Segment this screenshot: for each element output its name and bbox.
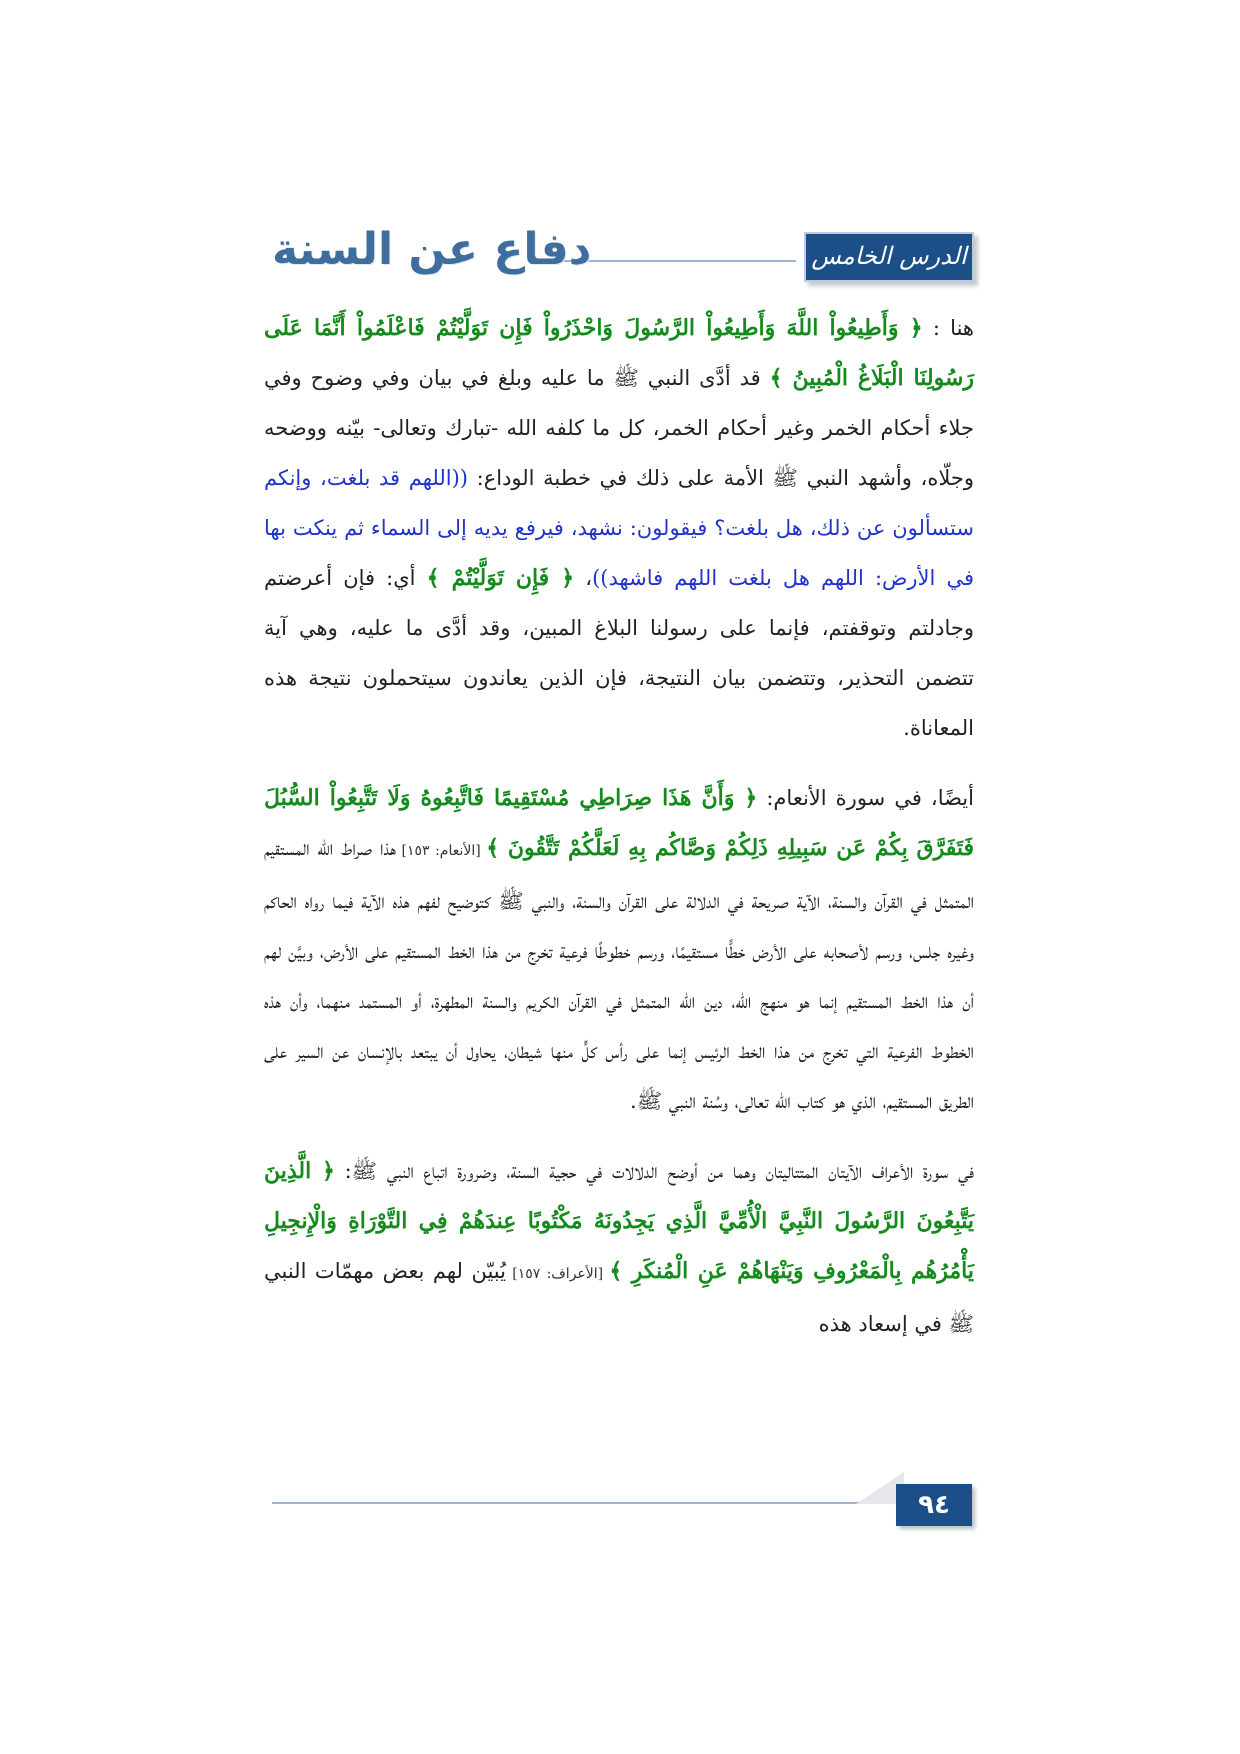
lesson-label: الدرس الخامس	[811, 242, 967, 270]
p1-hadith-quote: ((اللهم قد بلغت، وإنكم ستسألون عن ذلك، هل بلغت؟ فيقولون: نشهد، فيرفع يديه إلى السماء ثم ينكت بها في الأرض: اللهم هل بلغت اللهم فاشهد))	[264, 466, 975, 590]
p3-verse-reference: [الأعراف: ١٥٧]	[505, 1266, 610, 1282]
p2-verse-reference: [الأنعام: ١٥٣]	[396, 843, 487, 859]
page-number: ٩٤	[896, 1484, 972, 1526]
paragraph-3	[264, 1146, 974, 1349]
footer-rule	[272, 1502, 904, 1504]
p2-text-1: أيضًا، في سورة الأنعام:	[757, 786, 974, 810]
p3-verse-1: ﴿ الَّذِينَ يَتَّبِعُونَ الرَّسُولَ النَّبِيَّ الْأُمِّيَّ الَّذِي يَجِدُونَهُ مَكْتُوبًا عِندَهُمْ فِي التَّوْرَاةِ وَالْإِنجِيلِ يَأْمُرُهُم بِالْمَعْرُوفِ وَيَنْهَاهُمْ عَنِ الْمُنكَرِ ﴾	[264, 1158, 975, 1284]
page-header	[262, 224, 974, 284]
paragraph-1	[264, 303, 974, 753]
p1-text-3: ،	[574, 566, 593, 590]
p3-text-1: في سورة الأعراف الآيتان المتتاليتان وهما من أوضح الدلالات في حجية السنة، وضرورة اتباع النبي ﷺ:	[334, 1159, 974, 1183]
p1-text-4: أي: فإن أعرضتم وجادلتم وتوقفتم، فإنما على رسولنا البلاغ المبين، وقد أدَّى ما عليه، وهي آية تتضمن التحذير، وتتضمن بيان النتيجة، فإن الذين يعاندون سيتحملون نتيجة هذه المعاناة.	[264, 566, 974, 740]
p1-verse-1: ﴿ وَأَطِيعُواْ اللَّهَ وَأَطِيعُواْ الرَّسُولَ وَاحْذَرُواْ فَإِن تَوَلَّيْتُمْ فَاعْلَمُواْ أَنَّمَا عَلَى رَسُولِنَا الْبَلَاغُ الْمُبِينُ ﴾	[264, 315, 974, 391]
p1-text-2: قد أدَّى النبي ﷺ ما عليه وبلغ في بيان وفي وضوح وفي جلاء أحكام الخمر وغير أحكام الخمر، كل ما كلفه الله -تبارك وتعالى- بيّنه ووضحه وجلّاه، وأشهد النبي ﷺ الأمة على ذلك في خطبة الوداع:	[264, 366, 974, 490]
p2-verse-1: ﴿ وَأَنَّ هَذَا صِرَاطِي مُسْتَقِيمًا فَاتَّبِعُوهُ وَلَا تَتَّبِعُواْ السُّبُلَ فَتَفَرَّقَ بِكُمْ عَن سَبِيلِهِ ذَلِكُمْ وَصَّاكُم بِهِ لَعَلَّكُمْ تَتَّقُونَ ﴾	[264, 785, 975, 861]
paragraph-2	[264, 773, 974, 1126]
p2-text-2: هذا صراط الله المستقيم المتمثل في القرآن والسنة، الآية صريحة في الدلالة على القرآن والسنة، والنبي ﷺ كتوضيح لفهم هذه الآية فيما رواه الحاكم وغيره جلس، ورسم لأصحابه على الأرض خطًّا مستقيمًا، ورسم خطوطًا فرعية تخرج من هذا الخط المستقيم على الأرض، وبيَّن لهم أن هذا الخط المستقيم إنما هو منهج الله، دين الله المتمثل في القرآن الكريم والسنة المطهرة، أو المستمد منهما، وأن هذه الخطوط الفرعية التي تخرج من هذا الخط الرئيس إنما على رأس كلٍّ منها شيطان، يحاول أن يبتعد بالإنسان عن السير على الطريق المستقيم، الذي هو كتاب الله تعالى، وسُنة النبي ﷺ.	[264, 836, 974, 1113]
p1-text-1: هنا :	[922, 316, 974, 340]
page-body	[264, 303, 974, 1349]
p3-text-2: يُبيّن لهم بعض مهمّات النبي ﷺ في إسعاد هذه	[264, 1259, 974, 1336]
book-title: دفاع عن السنة	[272, 224, 592, 275]
p1-verse-2: ﴿ فَإِن تَوَلَّيْتُمْ ﴾	[426, 565, 575, 591]
lesson-label-box	[804, 232, 974, 282]
